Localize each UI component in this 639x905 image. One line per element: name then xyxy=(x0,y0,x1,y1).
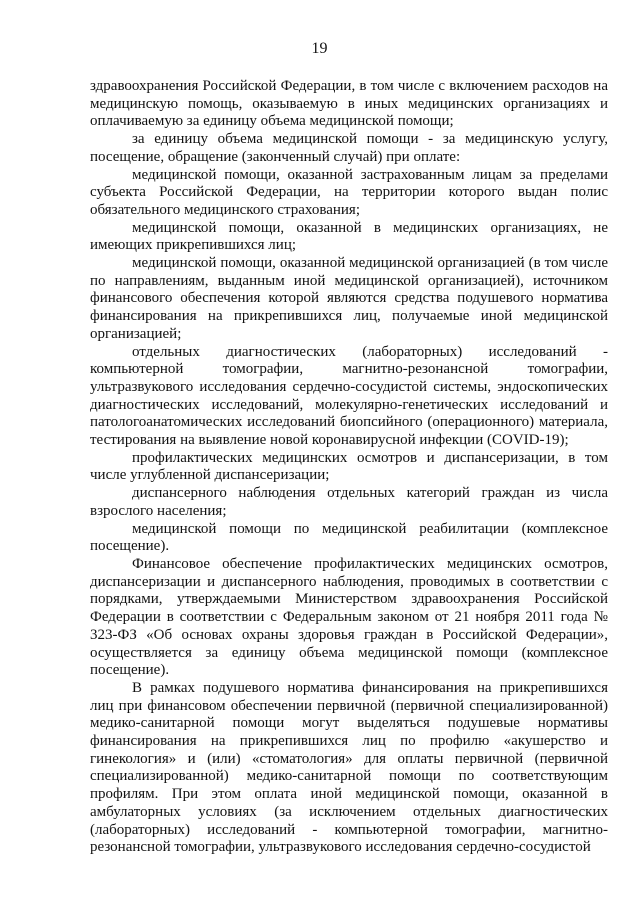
paragraph-11: В рамках подушевого норматива финансирования на прикрепившихся лиц при финансовом обеспечении первичной (первичной специализированной) медико-санитарной помощи могут выделяться подушевые нормативы финансирования на прикрепившихся лиц по профилю «акушерство и гинекология» и (или) «стоматология» для оплаты первичной (первичной специализированной) медико-санитарной помощи по соответствующим профилям. При этом оплата иной медицинской помощи, оказанной в амбулаторных условиях (за исключением отдельных диагностических (лабораторных) исследований - компьютерной томографии, магнитно-резонансной томографии, ультразвукового исследования сердечно-сосудистой xyxy=(90,679,608,856)
paragraph-2: за единицу объема медицинской помощи - за медицинскую услугу, посещение, обращение (законченный случай) при оплате: xyxy=(90,131,608,165)
paragraph-9: медицинской помощи по медицинской реабилитации (комплексное посещение). xyxy=(90,520,608,555)
paragraph-3: медицинской помощи, оказанной застрахованным лицам за пределами субъекта Российской Федерации, на территории которого выдан полис обязательного медицинского страхования; xyxy=(90,166,608,218)
paragraph-5: медицинской помощи, оказанной медицинской организацией (в том числе по направлениям, выданным иной медицинской организацией), источником финансового обеспечения которой являются средства подушевого норматива финансирования на прикрепившихся лиц, получаемые иной медицинской организацией; xyxy=(90,255,608,342)
paragraph-10: Финансовое обеспечение профилактических медицинских осмотров, диспансеризации и диспансерного наблюдения, проводимых в соответствии с порядками, утверждаемыми Министерством здравоохранения Российской Федерации в соответствии с Федеральным законом от 21 ноября 2011 года № 323-ФЗ «Об основах охраны здоровья граждан в Российской Федерации», осуществляется за единицу объема медицинской помощи (комплексное посещение). xyxy=(90,555,608,679)
paragraph-6: отдельных диагностических (лабораторных) исследований - компьютерной томографии, магнитно-резонансной томографии, ультразвукового исследования сердечно-сосудистой системы, эндоскопических диагностических исследований, молекулярно-генетических исследований и патологоанатомических исследований биопсийного (операционного) материала, тестирования на выявление новой коронавирусной инфекции (COVID-19); xyxy=(90,343,608,449)
paragraph-7: профилактических медицинских осмотров и диспансеризации, в том числе углубленной диспансеризации; xyxy=(90,449,608,484)
document-body xyxy=(90,78,608,857)
paragraph-1: здравоохранения Российской Федерации, в том числе с включением расходов на медицинскую помощь, оказываемую в иных медицинских организациях и оплачиваемую за единицу объема медицинской помощи; xyxy=(90,78,608,130)
page-number: 19 xyxy=(311,40,328,57)
paragraph-4: медицинской помощи, оказанной в медицинских организациях, не имеющих прикрепившихся лиц; xyxy=(90,219,608,254)
paragraph-8: диспансерного наблюдения отдельных категорий граждан из числа взрослого населения; xyxy=(90,485,608,519)
